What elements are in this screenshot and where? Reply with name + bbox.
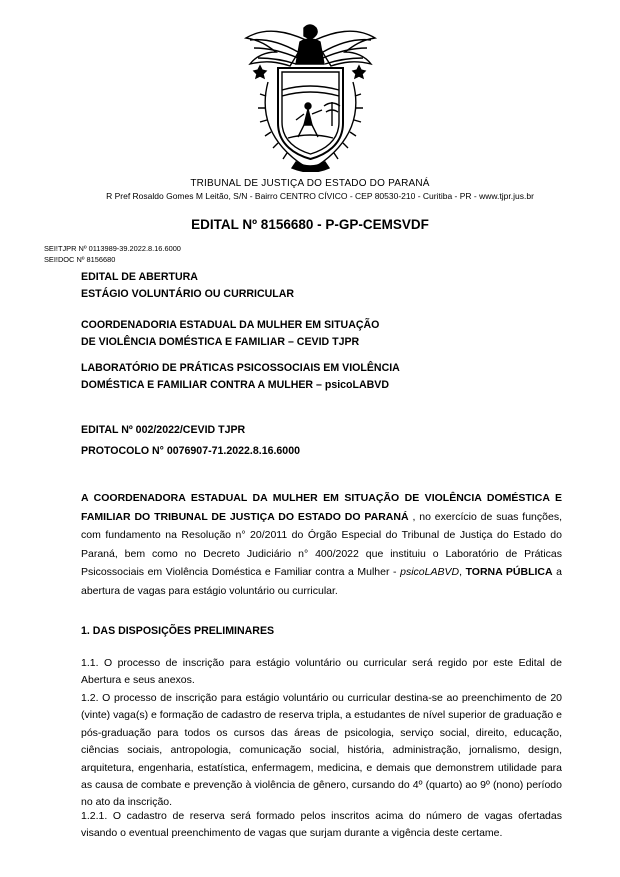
institution-name: TRIBUNAL DE JUSTIÇA DO ESTADO DO PARANÁ — [190, 178, 430, 189]
intro-paragraph — [81, 489, 562, 601]
intro-bold-lead: A COORDENADORA ESTADUAL DA MULHER EM SITUAÇÃO DE VIOLÊNCIA DOMÉSTICA E FAMILIAR DO TRIBUNAL DE JUSTIÇA DO ESTADO DO PARANÁ — [81, 492, 562, 523]
heading-line: DOMÉSTICA E FAMILIAR CONTRA A MULHER – psicoLABVD — [81, 379, 390, 391]
intro-text: , no exercício de suas funções, com fundamento na Resolução n° 20/2011 do Órgão Especial do Tribunal de Justiça do Estado do Paraná, bem como no Decreto Judiciário n° 400/2022 que instituiu o Laboratório de Práticas Psicossociais em Violência Doméstica e Familiar contra a Mulher - — [81, 510, 562, 579]
heading-line: DE VIOLÊNCIA DOMÉSTICA E FAMILIAR – CEVID TJPR — [81, 336, 360, 348]
heading-line: EDITAL DE ABERTURA — [81, 271, 198, 283]
heading-line: LABORATÓRIO DE PRÁTICAS PSICOSSOCIAIS EM VIOLÊNCIA — [81, 362, 400, 374]
intro-bold-action: TORNA PÚBLICA — [465, 566, 553, 579]
intro-text: a abertura de vagas para estágio voluntário ou curricular. — [81, 566, 562, 597]
institution-address: R Pref Rosaldo Gomes M Leitão, S/N - Bairro CENTRO CÍVICO - CEP 80530-210 - Curitiba - PR - www.tjpr.jus.br — [106, 191, 534, 201]
paragraph-1-2: 1.2. O processo de inscrição para estágio voluntário ou curricular destina-se ao preenchimento de 20 (vinte) vaga(s) e formação de cadastro de reserva tripla, a estudantes de nível superior de graduação e pós-graduação para todos os cursos das áreas de psicologia, serviço social, direito, educação, ciências sociais, antropologia, comunicação social, história, administração, jornalismo, design, arquitetura, engenharia, estatística, enfermagem, medicina, e demais que demonstrem utilidade para as causa de combate e prevenção à violência de gênero, cursando do 4º (quarto) ao 9º (nono) período no ato da inscrição. — [81, 692, 562, 809]
heading-line: COORDENADORIA ESTADUAL DA MULHER EM SITUAÇÃO — [81, 319, 380, 331]
parana-coat-of-arms-logo — [238, 22, 383, 172]
section-title: 1. DAS DISPOSIÇÕES PRELIMINARES — [81, 625, 275, 637]
heading-block-psicolabvd — [81, 360, 561, 394]
heading-block-protocol — [81, 422, 561, 460]
heading-line: PROTOCOLO N° 0076907-71.2022.8.16.6000 — [81, 445, 300, 457]
intro-italic-name: psicoLABVD — [400, 566, 460, 579]
heading-block-cevid — [81, 317, 561, 351]
sei-process-number: SEI!TJPR Nº 0113989-39.2022.8.16.6000 — [44, 244, 181, 253]
heading-line: ESTÁGIO VOLUNTÁRIO OU CURRICULAR — [81, 288, 295, 300]
heading-block-edital — [81, 269, 561, 303]
document-title: EDITAL Nº 8156680 - P-GP-CEMSVDF — [191, 217, 429, 232]
intro-text: , — [459, 566, 466, 579]
paragraph-1-2-1: 1.2.1. O cadastro de reserva será formado pelos inscritos acima do número de vagas ofertadas visando o eventual preenchimento de vagas que surjam durante a vigência deste certame. — [81, 810, 562, 840]
paragraph-1-1: 1.1. O processo de inscrição para estágio voluntário ou curricular será regido por este Edital de Abertura e seus anexos. — [81, 657, 562, 687]
sei-document-number: SEI!DOC Nº 8156680 — [44, 255, 116, 264]
heading-line: EDITAL Nº 002/2022/CEVID TJPR — [81, 424, 246, 436]
